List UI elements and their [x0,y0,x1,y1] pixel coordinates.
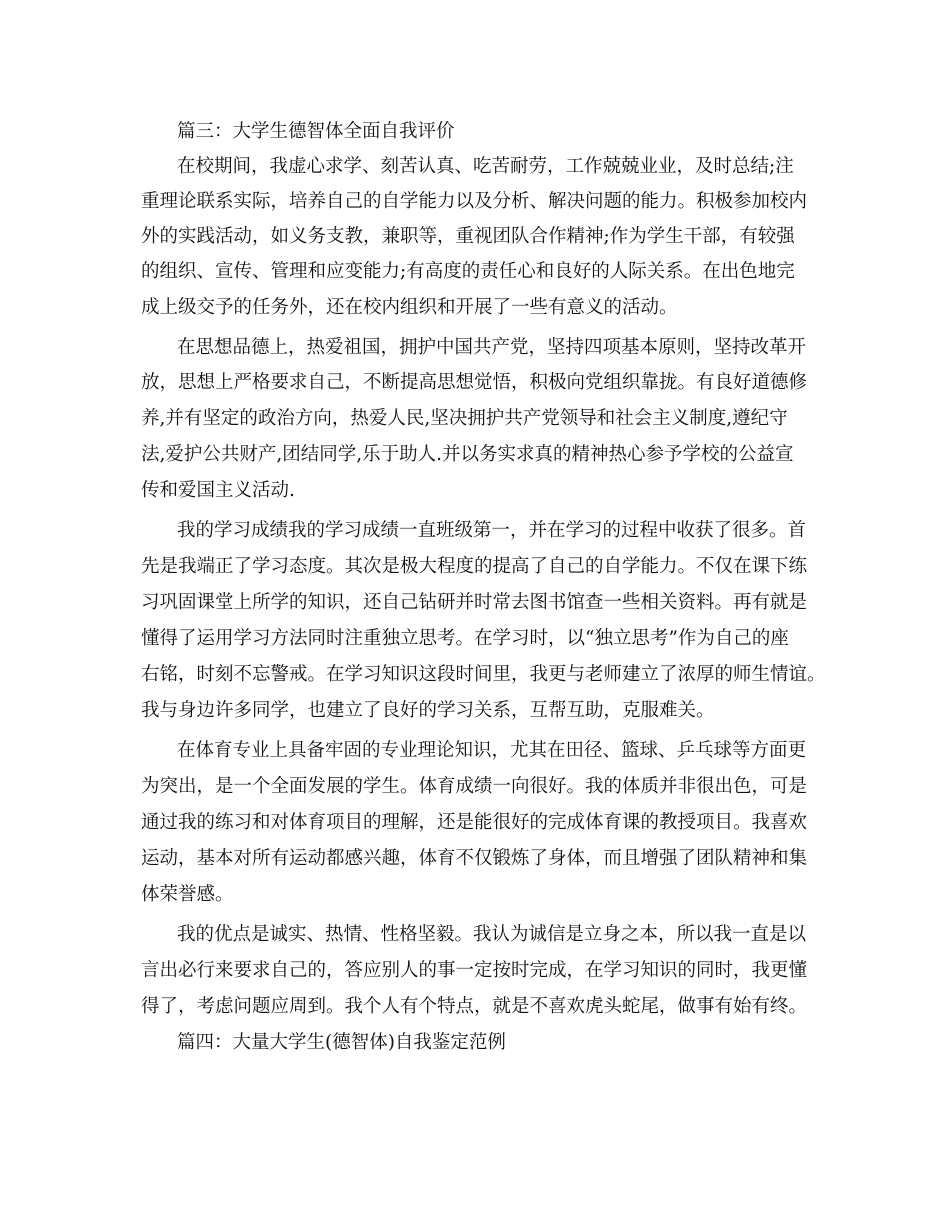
text-line: 习巩固课堂上所学的知识，还自己钻研并时常去图书馆查一些相关资料。再有就是 [141,592,808,613]
text-line: 通过我的练习和对体育项目的理解，还是能很好的完成体育课的教授项目。我喜欢 [141,812,808,833]
text-line: 言出必行来要求自己的，答应别人的事一定按时完成，在学习知识的同时，我更懂 [141,960,808,981]
text-line: 养,并有坚定的政治方向，热爱人民,坚决拥护共产党领导和社会主义制度,遵纪守 [141,408,788,429]
text-line: 为突出，是一个全面发展的学生。体育成绩一向很好。我的体质并非很出色，可是 [141,776,808,797]
text-line: 外的实践活动，如义务支教，兼职等，重视团队合作精神;作为学生干部，有较强 [141,226,795,247]
text-line: 我的优点是诚实、热情、性格坚毅。我认为诚信是立身之本，所以我一直是以 [177,924,807,945]
text-line: 法,爱护公共财产,团结同学,乐于助人.并以务实求真的精神热心参予学校的公益宣 [141,444,794,465]
text-line: 在思想品德上，热爱祖国，拥护中国共产党，坚持四项基本原则，坚持改革开 [177,337,807,358]
text-line: 我的学习成绩我的学习成绩一直班级第一，并在学习的过程中收获了很多。首 [177,520,807,541]
text-line: 成上级交予的任务外，还在校内组织和开展了一些有意义的活动。 [141,297,678,318]
section-heading-3: 篇三：大学生德智体全面自我评价 [177,121,455,142]
text-line: 运动，基本对所有运动都感兴趣，体育不仅锻炼了身体，而且增强了团队精神和集 [141,848,808,869]
text-line: 传和爱国主义活动. [141,480,295,501]
text-line: 放，思想上严格要求自己，不断提高思想觉悟，积极向党组织靠拢。有良好道德修 [141,372,808,393]
section-heading-4: 篇四：大量大学生(德智体)自我鉴定范例 [177,1032,506,1053]
text-line: 在体育专业上具备牢固的专业理论知识，尤其在田径、篮球、乒乓球等方面更 [177,740,807,761]
text-line: 的组织、宣传、管理和应变能力;有高度的责任心和良好的人际关系。在出色地完 [141,261,795,282]
text-line: 先是我端正了学习态度。其次是极大程度的提高了自己的自学能力。不仅在课下练 [141,556,808,577]
text-line: 得了，考虑问题应周到。我个人有个特点，就是不喜欢虎头蛇尾，做事有始有终。 [141,996,808,1017]
text-line: 重理论联系实际，培养自己的自学能力以及分析、解决问题的能力。积极参加校内 [141,191,808,212]
text-line: 右铭，时刻不忘警戒。在学习知识这段时间里，我更与老师建立了浓厚的师生情谊。 [141,664,826,685]
text-line: 在校期间，我虚心求学、刻苦认真、吃苦耐劳，工作兢兢业业，及时总结;注 [177,156,794,177]
text-line: 体荣誉感。 [141,884,234,905]
text-line: 我与身边许多同学，也建立了良好的学习关系，互帮互助，克服难关。 [141,700,715,721]
text-line: 懂得了运用学习方法同时注重独立思考。在学习时，以“独立思考”作为自己的座 [141,628,789,649]
